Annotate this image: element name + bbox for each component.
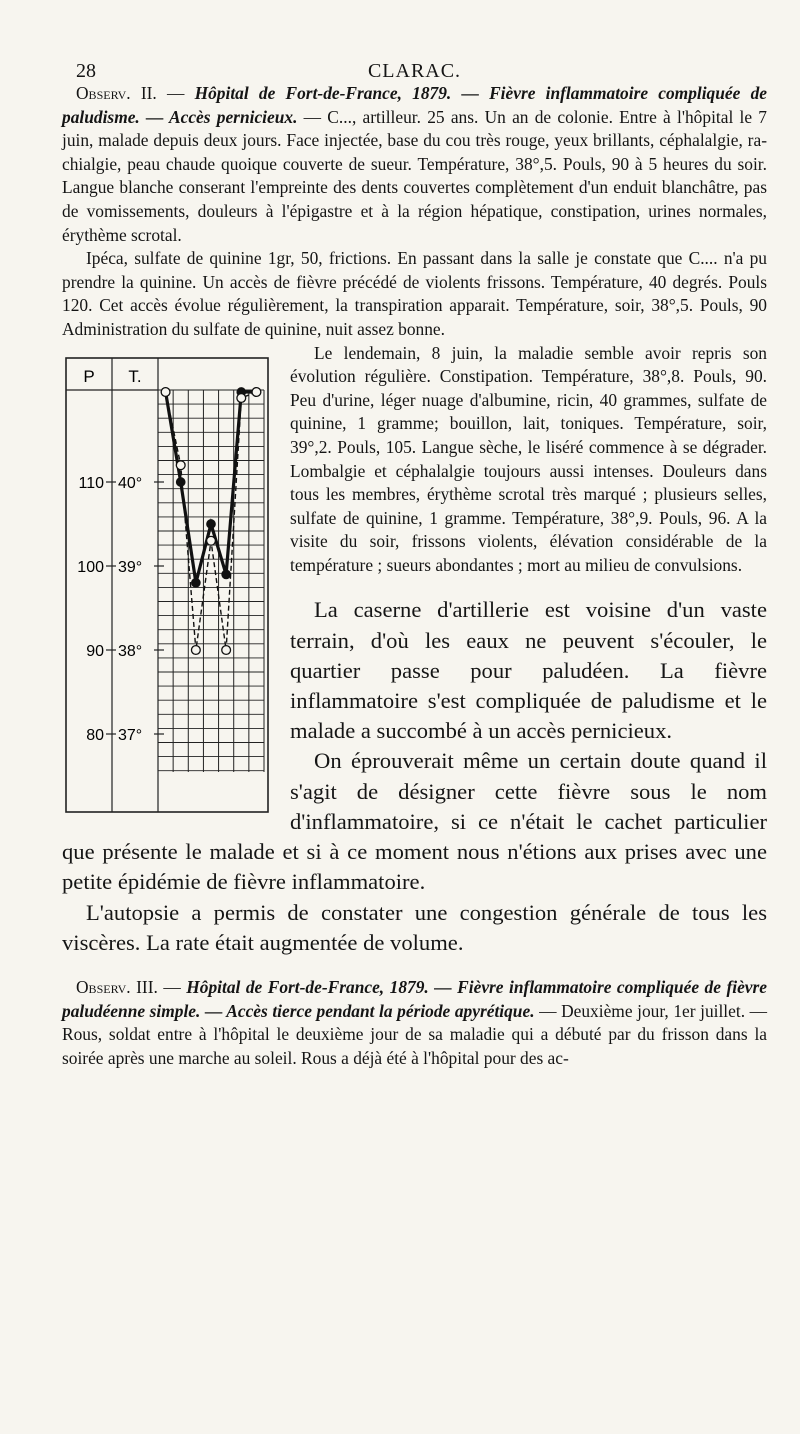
pulse-tick-label: 100 [77,558,104,576]
observation-2-course: Le lendemain, 8 juin, la maladie semble avoir repris son évolution régulière. Constipation. Température, 38°,8. Pouls, 90. Peu d'urine, léger nuage d'albumine, ricin, 40 grammes, sulfate de quinine, 1 gramme; bouillon, lait, toniques. Température, soir, 39°,2. Pouls, 105. Langue sèche, le liséré commence à se dégrader. Lombalgie et céphalalgie toujours aussi intenses. Douleurs dans tous les membres, érythème scrotal très marqué ; plusieurs selles, sulfate de quinine, 1 gramme. Température, 38°,9. Pouls, 96. A la visite du soir, frissons violents, élévation considérable de la température ; sueurs abondantes ; mort au milieu de convulsions. [290,342,767,575]
temperature-point [192,578,200,586]
body-paragraph-1: La caserne d'artillerie est voisine d'un vaste terrain, d'où les eaux ne peuvent s'écouler, le quartier passe pour paludéen. La fièvre inflammatoire s'est compliquée de paludisme et le malade a succombé à un accès pernicieux. [290,597,767,744]
observation-2-label: Observ. II. [76,83,157,103]
temp-tick-label: 38° [118,642,143,660]
page [62,52,767,1070]
pulse-point [176,460,185,469]
temperature-point [177,477,185,485]
observation-3 [62,976,767,1070]
temp-tick-label: 37° [118,726,143,744]
observation-2-treatment: Ipéca, sulfate de quinine 1gr, 50, frictions. En passant dans la salle je constate que C.... n'a pu prendre la quinine. Un accès de fièvre précédé de violents frissons. Température, 40 degrés. Pouls 120. Cet accès évolue régulièrement, la transpiration apparait. Température, soir, 38°,5. Pouls, 90 Administration du sulfate de quinine, nuit assez bonne. [62,248,767,339]
observation-3-label: Observ. III. [76,976,158,997]
pulse-tick-label: 90 [86,642,104,660]
running-title: CLARAC. [367,60,462,82]
pulse-point [237,393,246,402]
observation-2-intro: Observ. II. — Hôpital de Fort-de-France, 1879. — Fièvre inflammatoire compliquée de paludisme. — Accès pernicieux. — C..., artilleur. 25 ans. Un an de colonie. Entre à l'hôpital le 7 juin, malade depuis deux jours. Face injectée, base du cou très rouge, yeux brillants, céphalalgie, rachialgie, peau chaude quoique couverte de sueur. Température, 38°,5. Pouls, 90 à 5 heures du soir. Langue blanche conserant l'empreinte des dents couvertes complètement d'un enduit blanchâtre, pas de vomissements, douleurs à l'épigastre et à la région hépatique, constipation, urines normales, érythème scrotal. [62,83,767,245]
chart-header-p: P [83,366,95,386]
chart-header-t: T. [128,366,142,386]
temperature-point [207,519,215,527]
observation-3-intro: Observ. III. — Hôpital de Fort-de-France, 1879. — Fièvre inflammatoire compliquée de fièvre paludéenne simple. — Accès tierce pendant la période apyrétique. — Deuxième jour, 1er juillet. — Rous, soldat entre à l'hôpital le deuxième jour de sa maladie qui a débuté par du frisson dans la soirée après une marche au soleil. Rous a déjà été à l'hôpital pour des ac- [62,976,767,1068]
temp-tick-label: 39° [118,558,143,576]
pulse-point [161,387,170,396]
observation-2-text: — C..., artilleur. 25 ans. Un an de colonie. Entre à l'hôpital le 7 juin, malade depuis deux jours. Face injectée, base du cou très rouge, yeux brillants, céphalalgie, rachialgie, peau chaude quoique couverte de sueur. Température, 38°,5. Pouls, 90 à 5 heures du soir. Langue blanche conserant l'empreinte des dents couvertes complètement d'un enduit blanchâtre, pas de vomissements, douleurs à l'épigastre et à la région hépatique, constipation, urines normales, érythème scrotal. [62,106,767,245]
pulse-tick-label: 80 [86,726,104,744]
pulse-point [191,645,200,654]
temperature-point [222,570,230,578]
chart-svg [62,352,272,816]
page-number: 28 [76,60,96,82]
pulse-point [222,645,231,654]
pulse-point [207,536,216,545]
body-paragraph-2: On éprouverait même un certain doute quand il s'agit de désigner cette fièvre sous le nom d'inflammatoire, si ce n'était le cachet particulier que présente le malade et si à ce moment nous n'étions aux prises avec une petite épidémie de fièvre inflammatoire. [62,748,767,895]
pulse-point [252,387,261,396]
temperature-line [166,392,257,583]
chart-labels [77,367,164,744]
body-paragraph-3: L'autopsie a permis de constater une congestion générale de tous les viscères. La rate était augmentée de volume. [62,899,767,955]
chart-series [161,387,261,654]
observation-3-text: — Deuxième jour, 1er juillet. — Rous, soldat entre à l'hôpital le deuxième jour de sa maladie qui a débuté par du frisson dans la soirée après une marche au soleil. Rous a déjà été à l'hôpital pour des ac- [62,1000,767,1068]
observation-2-heading: Hôpital de Fort-de-France, 1879. — Fièvre inflammatoire compliquée de paludisme. — Accès pernicieux. [62,83,767,127]
observation-3-heading: Hôpital de Fort-de-France, 1879. — Fièvre inflammatoire compliquée de fièvre paludéenne simple. — Accès tierce pendant la période apyrétique. [62,976,767,1021]
pulse-tick-label: 110 [78,474,104,492]
running-header [62,52,767,82]
temp-tick-label: 40° [118,474,143,492]
temperature-pulse-chart [62,352,272,816]
